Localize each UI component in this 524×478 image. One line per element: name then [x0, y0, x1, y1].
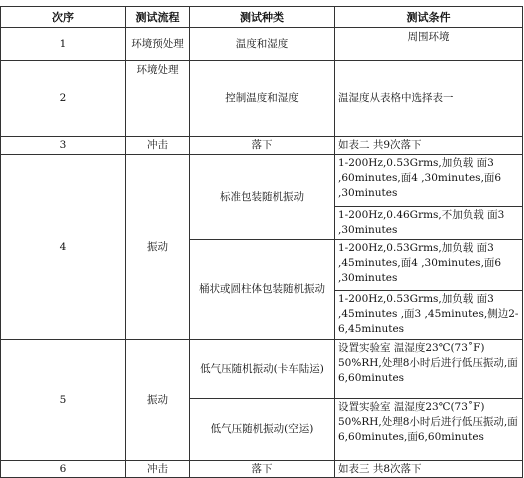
table-row — [1, 155, 523, 207]
condition-cell: 温湿度从表格中选择表一 — [335, 61, 523, 137]
sequence-cell: 3 — [1, 137, 126, 155]
process-cell: 振动 — [126, 340, 190, 461]
test-procedure-table — [0, 6, 523, 478]
sequence-cell: 6 — [1, 461, 126, 478]
table-row — [1, 137, 523, 155]
condition-cell: 如表二 共9次落下 — [335, 137, 523, 155]
table-row — [1, 61, 523, 137]
sequence-cell: 4 — [1, 155, 126, 340]
condition-cell: 1-200Hz,0.53Grms,加负载 面3 ,45minutes ,面3 ,45minutes,侧边2-6,45minutes — [335, 291, 523, 340]
condition-cell: 1-200Hz,0.46Grms,不加负载 面3 ,30minutes — [335, 207, 523, 240]
table-row — [1, 28, 523, 61]
process-cell: 环境预处理 — [126, 28, 190, 61]
sequence-cell: 1 — [1, 28, 126, 61]
type-cell: 低气压随机振动(卡车陆运) — [190, 340, 335, 399]
table-header-row — [1, 7, 523, 28]
condition-cell: 1-200Hz,0.53Grms,加负载 面3 ,60minutes,面4 ,30minutes,面6 ,30minutes — [335, 155, 523, 207]
condition-cell: 设置实验室 温湿度23℃(73˚F) 50%RH,处理8小时后进行低压振动,面6,60minutes — [335, 340, 523, 399]
type-cell: 低气压随机振动(空运) — [190, 399, 335, 461]
process-cell: 冲击 — [126, 137, 190, 155]
condition-cell: 1-200Hz,0.53Grms,加负载 面3 ,45minutes,面4 ,30minutes,面6 ,30minutes — [335, 240, 523, 291]
process-cell: 环境处理 — [126, 61, 190, 137]
type-cell: 控制温度和湿度 — [190, 61, 335, 137]
type-cell: 温度和湿度 — [190, 28, 335, 61]
type-cell: 落下 — [190, 461, 335, 478]
sequence-cell: 5 — [1, 340, 126, 461]
condition-cell: 如表三 共8次落下 — [335, 461, 523, 478]
table-row — [1, 340, 523, 399]
header-test-process: 测试流程 — [126, 7, 190, 28]
type-cell: 落下 — [190, 137, 335, 155]
condition-cell: 周围环境 — [335, 28, 523, 61]
type-cell: 桶状或圆柱体包装随机振动 — [190, 240, 335, 340]
process-cell: 振动 — [126, 155, 190, 340]
condition-cell: 设置实验室 温湿度23℃(73˚F) 50%RH,处理8小时后进行低压振动,面6,60minutes,面6,60minutes — [335, 399, 523, 461]
type-cell: 标准包装随机振动 — [190, 155, 335, 240]
sequence-cell: 2 — [1, 61, 126, 137]
header-test-type: 测试种类 — [190, 7, 335, 28]
header-test-condition: 测试条件 — [335, 7, 523, 28]
process-cell: 冲击 — [126, 461, 190, 478]
header-sequence: 次序 — [1, 7, 126, 28]
